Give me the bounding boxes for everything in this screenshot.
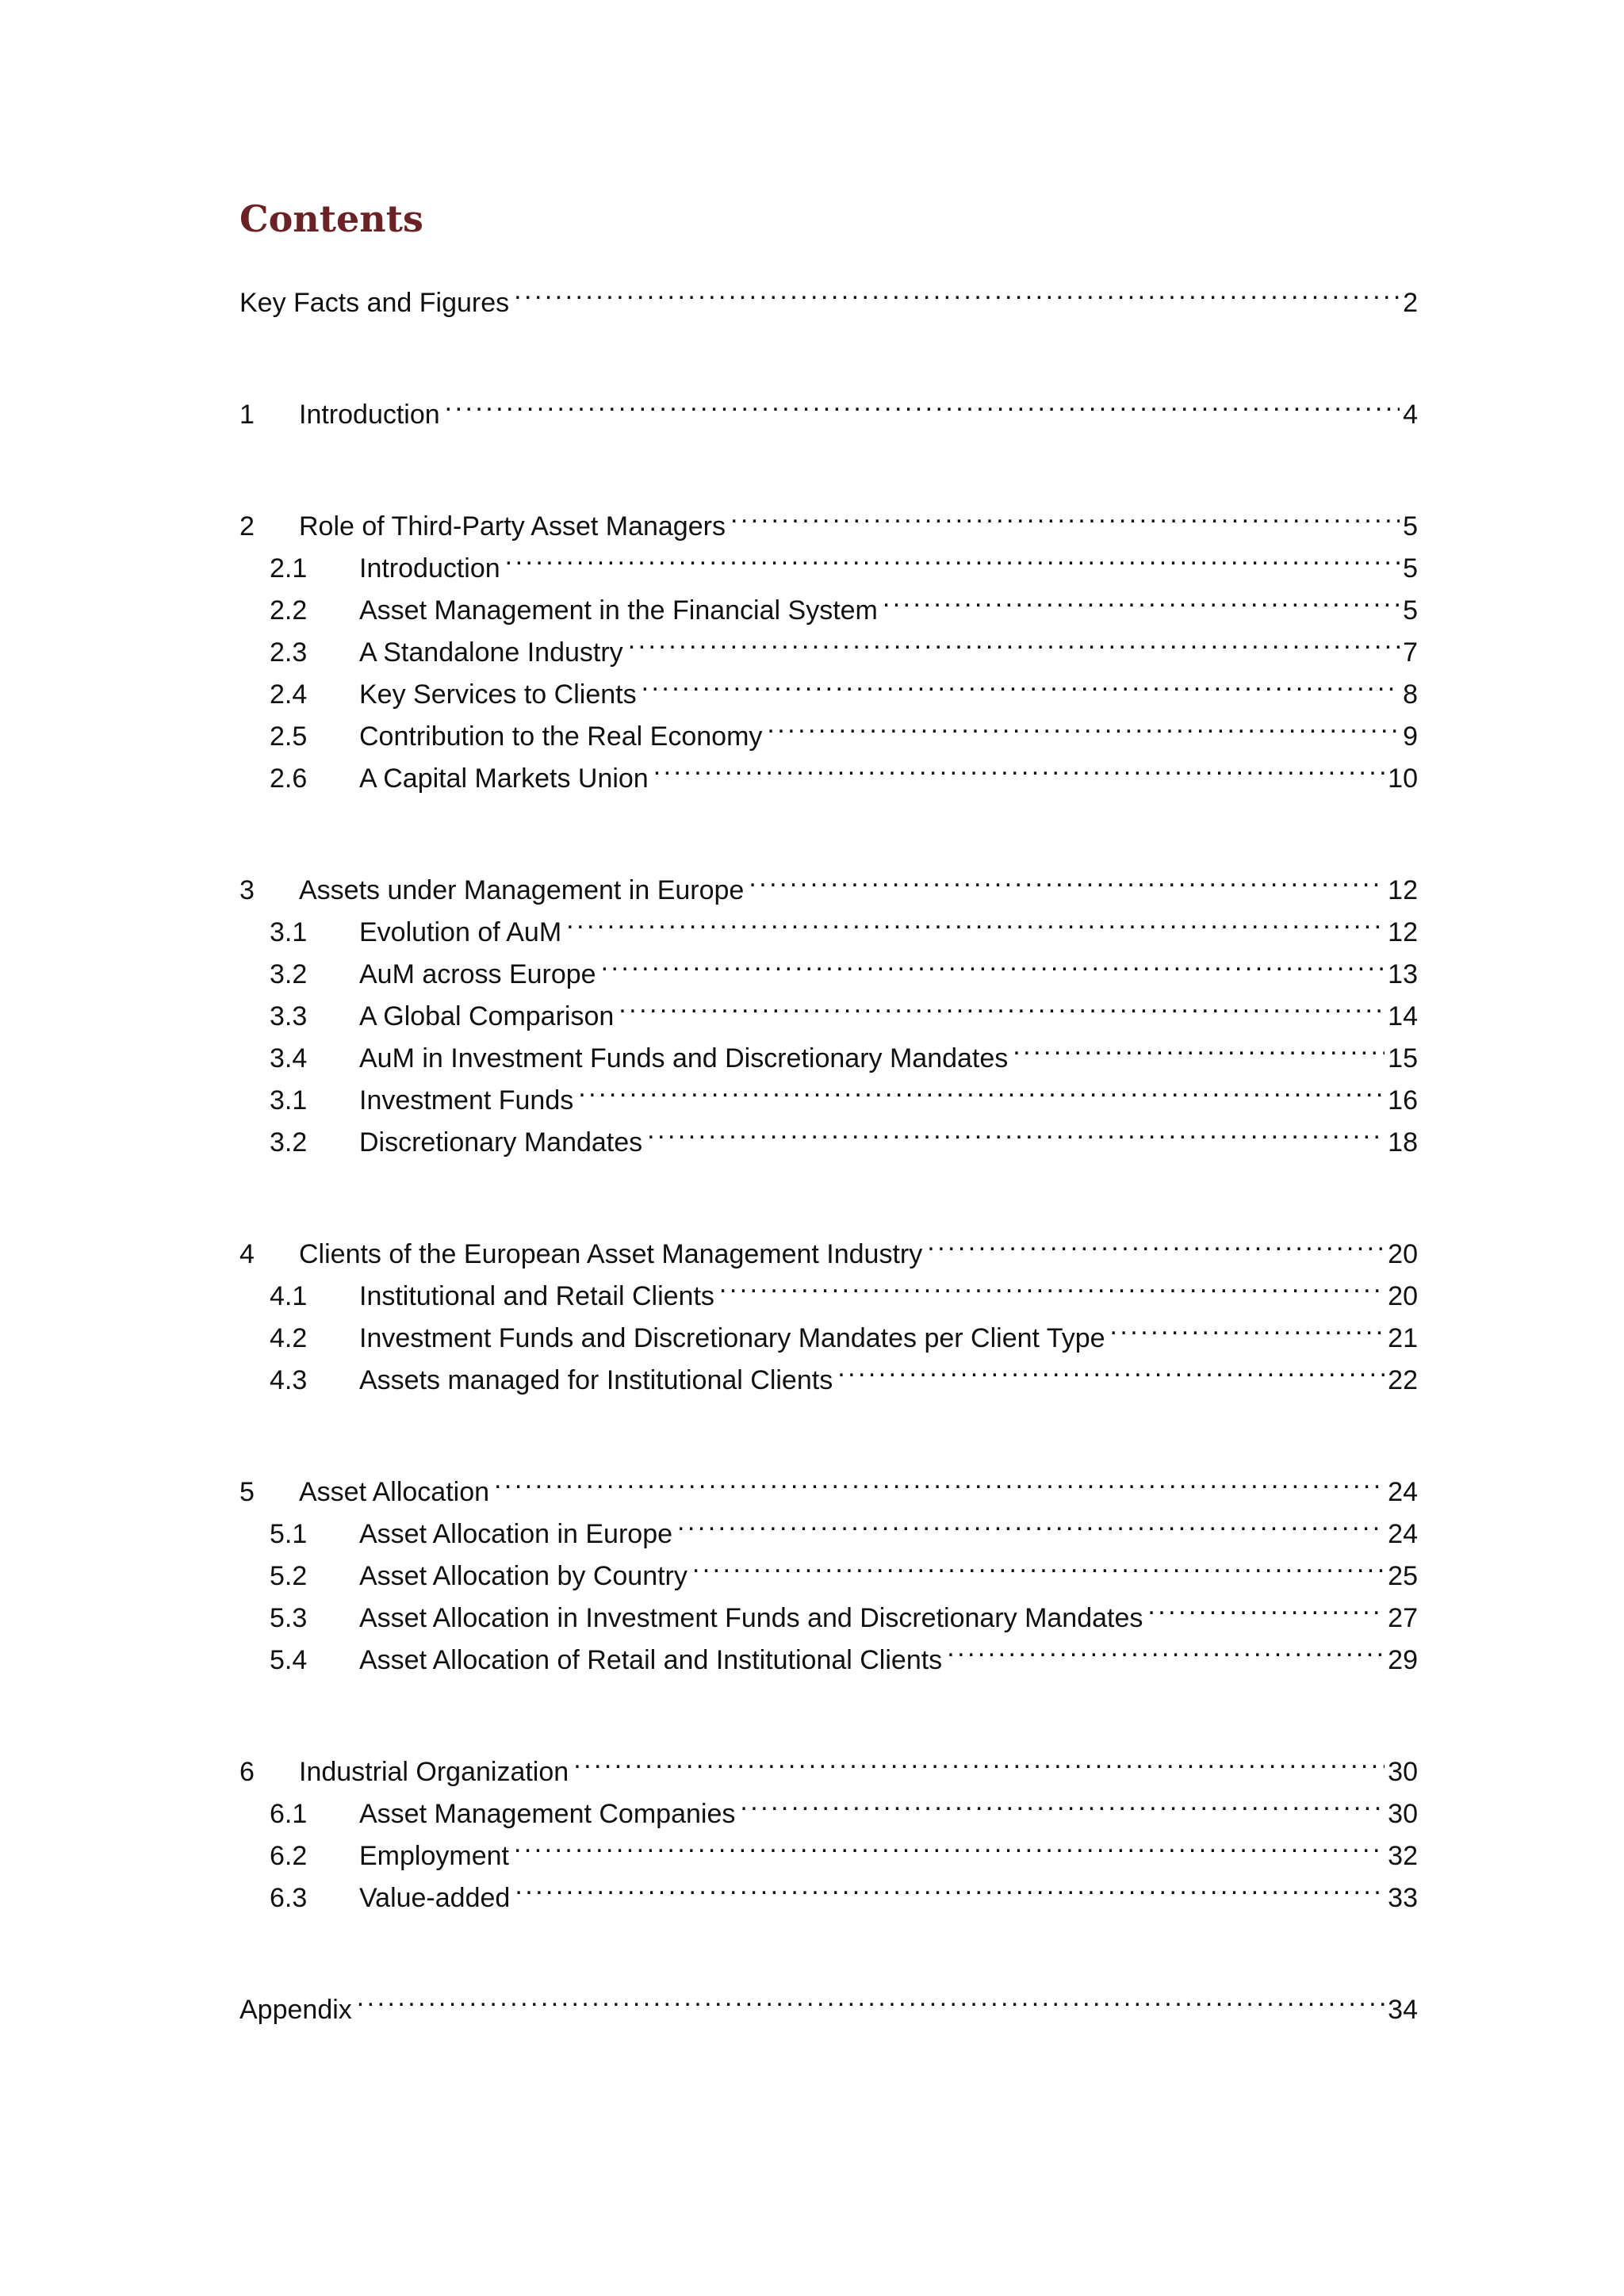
document-page xyxy=(239,193,1418,2025)
toc-entry-number: 3 xyxy=(239,875,255,905)
toc-entry-number: 4.3 xyxy=(270,1365,308,1395)
dot-leader xyxy=(740,1781,1385,1823)
toc-entry-page: 29 xyxy=(1388,1645,1418,1675)
toc-entry-number: 2.5 xyxy=(270,721,308,752)
toc-entry-label: Industrial Organization xyxy=(299,1757,569,1787)
toc-entry-label: Investment Funds xyxy=(359,1085,574,1115)
toc-entry-label: Introduction xyxy=(299,400,440,430)
toc-entry-label: A Capital Markets Union xyxy=(359,763,649,794)
toc-section-6[interactable] xyxy=(239,1739,1418,1787)
toc-entry-page: 2 xyxy=(1403,288,1418,318)
toc-entry-page: 20 xyxy=(1388,1239,1418,1269)
toc-entry-page: 30 xyxy=(1388,1799,1418,1829)
toc-entry-page: 9 xyxy=(1403,721,1418,752)
toc-entry-label: Role of Third-Party Asset Managers xyxy=(299,511,726,541)
toc-entry-page: 27 xyxy=(1388,1603,1418,1633)
toc-entry-page: 22 xyxy=(1388,1365,1418,1395)
toc-entry-label: AuM in Investment Funds and Discretionary Mandates xyxy=(359,1043,1009,1073)
toc-entry-number: 2.2 xyxy=(270,595,308,626)
toc-entry-number: 3.2 xyxy=(270,959,308,989)
toc-entry-number: 2.1 xyxy=(270,553,308,584)
toc-entry-page: 13 xyxy=(1388,959,1418,989)
toc-entry-label: Asset Management Companies xyxy=(359,1799,736,1829)
toc-entry-label: Asset Management in the Financial System xyxy=(359,595,878,626)
toc-entry-label: A Global Comparison xyxy=(359,1001,615,1031)
toc-entry-label: Investment Funds and Discretionary Mandates per Client Type xyxy=(359,1323,1105,1353)
toc-entry-number: 3.1 xyxy=(270,1085,308,1115)
toc-entry-appendix[interactable] xyxy=(239,1976,1418,2025)
page-title: Contents xyxy=(239,197,423,240)
toc-entry-number: 3.1 xyxy=(270,917,308,947)
dot-leader xyxy=(653,745,1385,787)
toc-entry-page: 18 xyxy=(1388,1127,1418,1158)
toc-entry-number: 5.4 xyxy=(270,1645,308,1675)
toc-entry-number: 3.4 xyxy=(270,1043,308,1073)
toc-entry-number: 6.1 xyxy=(270,1799,308,1829)
dot-leader xyxy=(628,619,1400,661)
table-of-contents xyxy=(239,270,1418,2025)
dot-leader xyxy=(578,1067,1385,1109)
toc-entry-label: Appendix xyxy=(239,1995,352,2025)
toc-entry-page: 8 xyxy=(1403,679,1418,710)
toc-section-4[interactable] xyxy=(239,1221,1418,1269)
toc-entry-page: 30 xyxy=(1388,1757,1418,1787)
toc-entry-number: 2.4 xyxy=(270,679,308,710)
dot-leader xyxy=(647,1109,1385,1151)
toc-entry-page: 16 xyxy=(1388,1085,1418,1115)
toc-entry-page: 34 xyxy=(1388,1995,1418,2025)
toc-entry-page: 33 xyxy=(1388,1883,1418,1913)
dot-leader xyxy=(445,381,1400,423)
toc-entry-page: 12 xyxy=(1388,875,1418,905)
toc-entry-label: AuM across Europe xyxy=(359,959,596,989)
toc-entry-label: Asset Allocation in Europe xyxy=(359,1519,673,1549)
dot-leader xyxy=(642,661,1400,703)
toc-entry-number: 5.3 xyxy=(270,1603,308,1633)
dot-leader xyxy=(515,1865,1385,1907)
toc-entry-page: 5 xyxy=(1403,511,1418,541)
toc-entry-page: 25 xyxy=(1388,1561,1418,1591)
toc-entry-label: Key Facts and Figures xyxy=(239,288,510,318)
toc-entry-page: 21 xyxy=(1388,1323,1418,1353)
toc-section-1[interactable] xyxy=(239,381,1418,430)
toc-entry-number: 1 xyxy=(239,400,255,430)
toc-entry-page: 10 xyxy=(1388,763,1418,794)
toc-entry-label: Institutional and Retail Clients xyxy=(359,1281,714,1311)
dot-leader xyxy=(719,1263,1385,1305)
toc-entry-number: 3.3 xyxy=(270,1001,308,1031)
dot-leader xyxy=(1147,1585,1385,1627)
toc-entry-page: 20 xyxy=(1388,1281,1418,1311)
toc-entry-label: Value-added xyxy=(359,1883,511,1913)
toc-entry-label: A Standalone Industry xyxy=(359,637,623,668)
spacer xyxy=(239,244,1418,270)
toc-entry-label: Assets under Management in Europe xyxy=(299,875,745,905)
toc-entry-label: Contribution to the Real Economy xyxy=(359,721,763,752)
toc-entry-number: 6.3 xyxy=(270,1883,308,1913)
toc-entry-number: 5.1 xyxy=(270,1519,308,1549)
toc-entry-number: 5 xyxy=(239,1477,255,1507)
toc-entry-label: Employment xyxy=(359,1841,509,1871)
toc-entry-number: 5.2 xyxy=(270,1561,308,1591)
toc-entry-number: 6 xyxy=(239,1757,255,1787)
toc-entry-page: 5 xyxy=(1403,553,1418,584)
dot-leader xyxy=(692,1543,1385,1585)
dot-leader xyxy=(927,1221,1385,1263)
dot-leader xyxy=(505,535,1400,577)
toc-entry-page: 4 xyxy=(1403,400,1418,430)
dot-leader xyxy=(677,1501,1385,1543)
toc-entry-number: 3.2 xyxy=(270,1127,308,1158)
toc-entry-label: Introduction xyxy=(359,553,500,584)
toc-entry-number: 6.2 xyxy=(270,1841,308,1871)
dot-leader xyxy=(947,1627,1385,1669)
toc-entry-label: Clients of the European Asset Management Industry xyxy=(299,1239,923,1269)
toc-entry-page: 12 xyxy=(1388,917,1418,947)
toc-entry-label: Evolution of AuM xyxy=(359,917,562,947)
dot-leader xyxy=(514,270,1400,312)
toc-entry-label: Discretionary Mandates xyxy=(359,1127,643,1158)
toc-entry-label: Key Services to Clients xyxy=(359,679,637,710)
toc-entry-label: Asset Allocation of Retail and Institutional Clients xyxy=(359,1645,943,1675)
dot-leader xyxy=(767,703,1400,745)
toc-entry-page: 7 xyxy=(1403,637,1418,668)
dot-leader xyxy=(601,941,1385,983)
dot-leader xyxy=(619,983,1385,1025)
toc-entry-key-facts[interactable] xyxy=(239,270,1418,318)
dot-leader xyxy=(514,1823,1385,1865)
toc-entry-page: 5 xyxy=(1403,595,1418,626)
toc-entry-label: Assets managed for Institutional Clients xyxy=(359,1365,833,1395)
dot-leader xyxy=(883,577,1400,619)
toc-entry-number: 2 xyxy=(239,511,255,541)
dot-leader xyxy=(837,1347,1385,1389)
toc-section-2[interactable] xyxy=(239,493,1418,541)
toc-entry-number: 4.1 xyxy=(270,1281,308,1311)
toc-entry-number: 4 xyxy=(239,1239,255,1269)
toc-entry-page: 24 xyxy=(1388,1519,1418,1549)
dot-leader xyxy=(566,899,1385,941)
toc-entry-page: 14 xyxy=(1388,1001,1418,1031)
toc-entry-number: 2.6 xyxy=(270,763,308,794)
toc-entry-label: Asset Allocation xyxy=(299,1477,490,1507)
toc-entry-label: Asset Allocation by Country xyxy=(359,1561,688,1591)
toc-entry-page: 32 xyxy=(1388,1841,1418,1871)
dot-leader xyxy=(573,1739,1385,1781)
dot-leader xyxy=(730,493,1400,535)
toc-section-3[interactable] xyxy=(239,857,1418,905)
toc-section-5[interactable] xyxy=(239,1459,1418,1507)
dot-leader xyxy=(357,1976,1385,2019)
dot-leader xyxy=(494,1459,1385,1501)
dot-leader xyxy=(1110,1305,1385,1347)
toc-entry-number: 4.2 xyxy=(270,1323,308,1353)
toc-entry-number: 2.3 xyxy=(270,637,308,668)
toc-entry-label: Asset Allocation in Investment Funds and Discretionary Mandates xyxy=(359,1603,1143,1633)
toc-entry-page: 15 xyxy=(1388,1043,1418,1073)
toc-entry-page: 24 xyxy=(1388,1477,1418,1507)
dot-leader xyxy=(1013,1025,1385,1067)
dot-leader xyxy=(749,857,1385,899)
